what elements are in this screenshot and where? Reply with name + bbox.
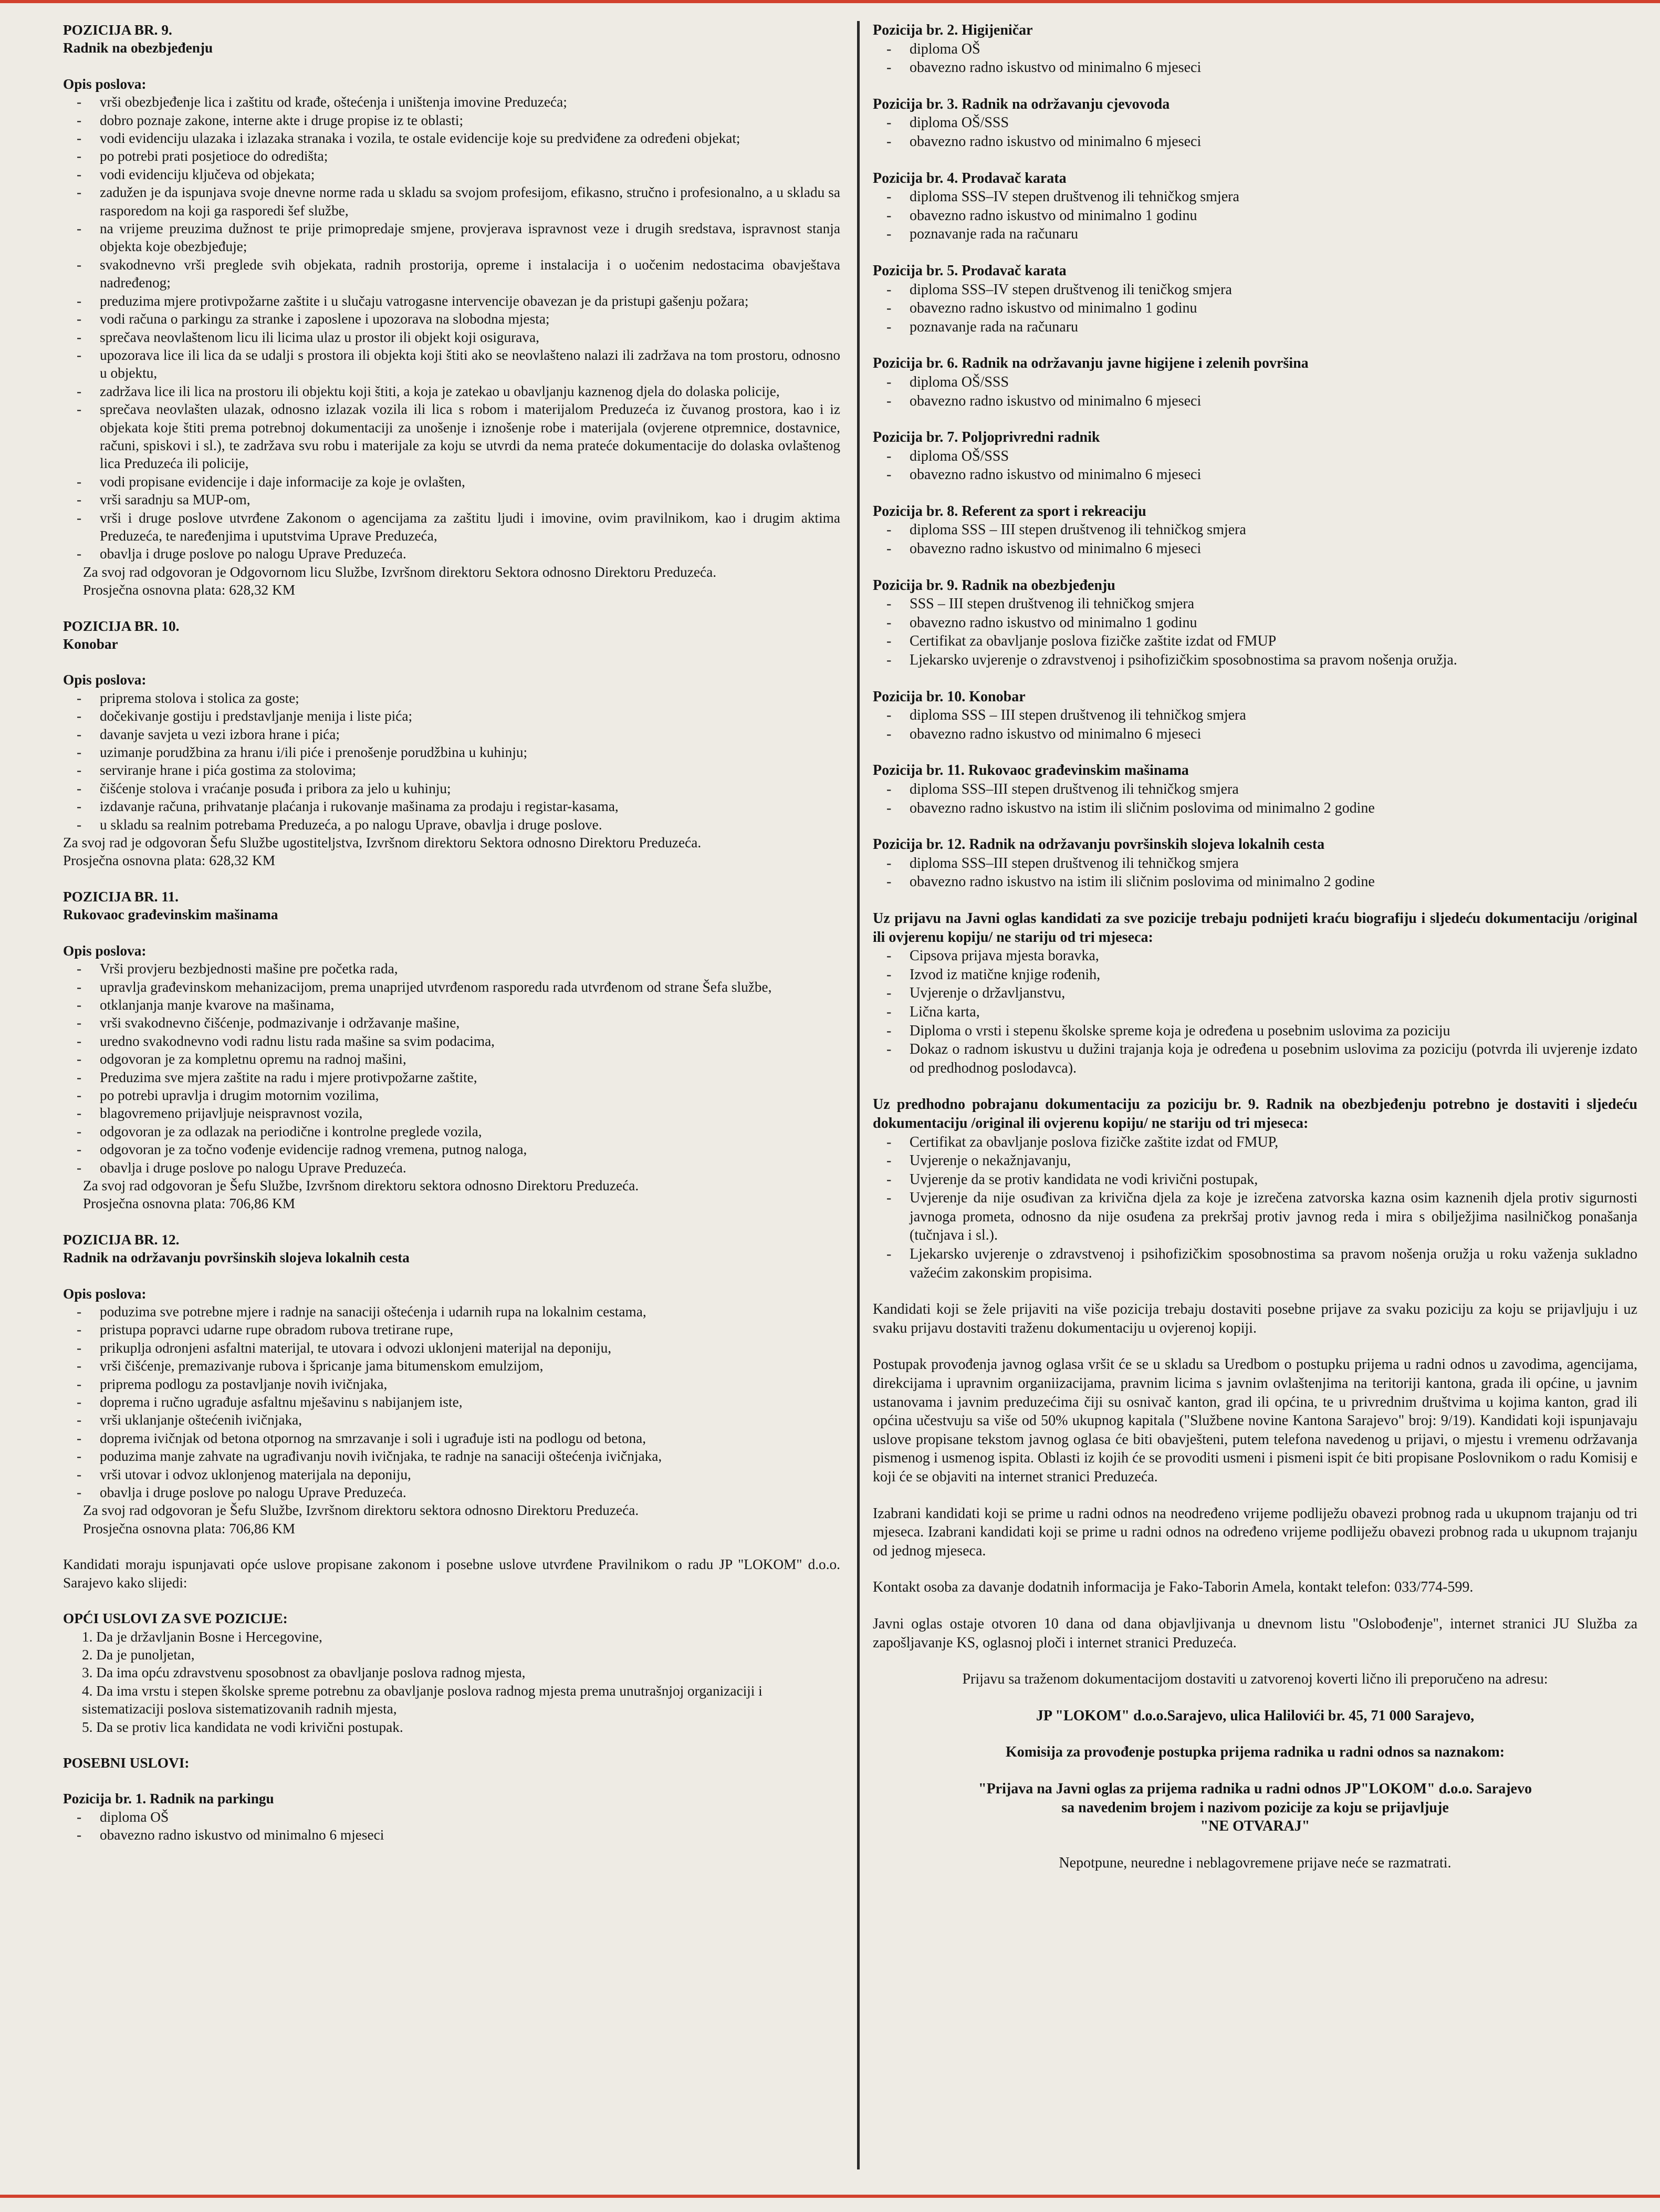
list-item: - Ljekarsko uvjerenje o zdravstvenoj i psihofizičkim sposobnostima sa pravom nošenja oružja u roku važenja sukladno važećim zakonskim propisima.	[873, 1245, 1637, 1282]
list-item: 4. Da ima vrstu i stepen školske spreme potrebnu za obavljanje poslova radnog mjesta prema unutrašnjoj organizaciji i sistematizaciji poslova sistematizovanih radnih mjesta,	[82, 1683, 763, 1717]
responsibility-text: Za svoj rad odgovoran je Šefu Službe, Izvršnom direktoru sektora odnosno Direktoru Preduzeća.	[83, 1502, 639, 1519]
documents-position-9	[873, 1095, 1637, 1282]
list-item: - vodi računa o parkingu za stranke i zaposlene i upozorava na slobodna mjesta;	[63, 310, 840, 328]
list-item: - obavezno radno iskustvo od minimalno 6 mjeseci	[873, 725, 1637, 744]
list-item: - odgovoran je za kompletnu opremu na radnoj mašini,	[63, 1050, 840, 1068]
salary-text: Prosječna osnovna plata: 706,86 KM	[83, 1196, 296, 1212]
documents-heading: Uz predhodno pobrajanu dokumentaciju za poziciju br. 9. Radnik na obezbjeđenju potrebno je dostaviti i sljedeću dokumentaciju /original ili ovjerenu kopiju/ ne stariju od tri mjeseca:	[873, 1096, 1637, 1131]
list-item: - upozorava lice ili lica da se udalji s prostora ili objekta koji štiti ako se neovlašteno nalazi ili zadržava na tom prostoru, odnosno u objektu,	[63, 346, 840, 382]
list-item: - obavezno radno iskustvo od minimalno 6 mjeseci	[873, 539, 1637, 558]
list-item: - Diploma o vrsti i stepenu školske spreme koja je određena u posebnim uslovima za poziciju	[873, 1022, 1637, 1041]
list-item: - Izvod iz matične knjige rođenih,	[873, 965, 1637, 984]
list-item: - Lična karta,	[873, 1003, 1637, 1022]
position-5-requirements	[873, 262, 1637, 336]
position-6-requirements	[873, 354, 1637, 410]
list-item: - diploma OŠ/SSS	[873, 113, 1637, 132]
list-item: - SSS – III stepen društvenog ili tehničkog smjera	[873, 595, 1637, 614]
list-item: - odgovoran je za točno vođenje evidencije radnog vremena, putnog naloga,	[63, 1140, 840, 1158]
position-12-section	[63, 1231, 840, 1538]
commission-text: Komisija za provođenje postupka prijema radnika u radni odnos sa naznakom:	[1005, 1744, 1505, 1761]
list-item: - priprema stolova i stolica za goste;	[63, 689, 840, 707]
list-item: - diploma SSS–III stepen društvenog ili tehničkog smjera	[873, 780, 1637, 799]
list-item: - vrši i druge poslove utvrđene Zakonom o agencijama za zaštitu ljudi i imovine, ovim pravilnikom, kao i drugim aktima Preduzeća, te naređenjima i uputstvima Uprave Preduzeća,	[63, 509, 840, 545]
list-item: - diploma OŠ	[873, 40, 1637, 59]
contact-paragraph: Kontakt osoba za davanje dodatnih informacija je Fako-Taborin Amela, kontakt telefon: 033/774-599.	[873, 1579, 1474, 1596]
list-item: - vodi evidenciju ulazaka i izlazaka stranaka i vozila, te ostale evidencije koje su predviđene za određeni objekat;	[63, 129, 840, 147]
requirements-list	[63, 1808, 840, 1844]
documents-heading: Uz prijavu na Javni oglas kandidati za sve pozicije trebaju podnijeti kraću biografiju i sljedeću dokumentaciju /original ili ovjerenu kopiju/ ne stariju od tri mjeseca:	[873, 910, 1637, 946]
position-title: Radnik na obezbjeđenju	[63, 40, 213, 56]
position-heading: POZICIJA BR. 12.	[63, 1231, 180, 1248]
duties-list	[63, 960, 840, 1177]
list-item: - odgovoran je za odlazak na periodične i kontrolne preglede vozila,	[63, 1123, 840, 1140]
documents-list	[873, 1133, 1637, 1283]
list-item: - Certifikat za obavljanje poslova fizičke zaštite izdat od FMUP,	[873, 1133, 1637, 1152]
list-item: - vrši uklanjanje oštećenih ivičnjaka,	[63, 1411, 840, 1429]
list-item: - po potrebi upravlja i drugim motornim vozilima,	[63, 1086, 840, 1104]
footer-note: Nepotpune, neuredne i neblagovremene prijave neće se razmatrati.	[1059, 1854, 1452, 1871]
responsibility-text: Za svoj rad odgovoran je Odgovornom licu Službe, Izvršnom direktoru Sektora odnosno Direktoru Preduzeća.	[83, 564, 717, 580]
list-item: - doprema i ručno ugrađuje asfaltnu mješavinu s nabijanjem iste,	[63, 1393, 840, 1411]
list-item: - Preduzima sve mjera zaštite na radu i mjere protivpožarne zaštite,	[63, 1068, 840, 1086]
documents-list	[873, 947, 1637, 1077]
list-item: - dobro poznaje zakone, interne akte i druge propise iz te oblasti;	[63, 111, 840, 129]
list-item: - Dokaz o radnom iskustvu u dužini trajanja koja je određena u posebnim uslovima za poziciju (potvrda ili uvjerenje izdato od predhodnog poslodavca).	[873, 1040, 1637, 1077]
position-title: Pozicija br. 12. Radnik na održavanju površinskih slojeva lokalnih cesta	[873, 836, 1325, 853]
list-item: - otklanjanja manje kvarove na mašinama,	[63, 996, 840, 1014]
list-item: - Ljekarsko uvjerenje o zdravstvenoj i psihofizičkim sposobnostima sa pravom nošenja oružja.	[873, 651, 1637, 670]
list-item: - poznavanje rada na računaru	[873, 318, 1637, 337]
position-9-requirements	[873, 576, 1637, 670]
list-item: - obavezno radno iskustvo od minimalno 6 mjeseci	[873, 392, 1637, 411]
multiple-applications-paragraph: Kandidati koji se žele prijaviti na više pozicija trebaju dostaviti posebne prijave za svaku poziciju za koju se prijavljuju i uz svaku prijavu dostaviti traženu dokumentaciju u ovjerenoj kopiji.	[873, 1301, 1637, 1336]
address-text: JP "LOKOM" d.o.o.Sarajevo, ulica Halilovići br. 45, 71 000 Sarajevo,	[1036, 1707, 1475, 1724]
list-item: - upravlja građevinskom mehanizacijom, prema unaprijed utvrđenom rasporedu rada utvrđenom od strane Šefa službe,	[63, 978, 840, 996]
list-item: - u skladu sa realnim potrebama Preduzeća, a po nalogu Uprave, obavlja i druge poslove.	[63, 816, 840, 834]
list-item: - zadužen je da ispunjava svoje dnevne norme rada u skladu sa svojom profesijom, efikasno, stručno i profesionalno, a u skladu sa rasporedom na koji ga rasporedi šef službe,	[63, 183, 840, 220]
duties-label: Opis poslova:	[63, 672, 147, 688]
list-item: - sprečava neovlaštenom licu ili licima ulaz u prostor ili objekt koji osigurava,	[63, 328, 840, 346]
position-title: Pozicija br. 6. Radnik na održavanju javne higijene i zelenih površina	[873, 355, 1309, 372]
requirements-list	[873, 188, 1637, 244]
position-7-requirements	[873, 428, 1637, 484]
requirements-list	[873, 521, 1637, 558]
list-item: - prikuplja odronjeni asfaltni materijal, te utovara i odvozi uklonjeni materijal na deponiju,	[63, 1339, 840, 1357]
position-heading: POZICIJA BR. 10.	[63, 618, 180, 634]
position-title: Pozicija br. 1. Radnik na parkingu	[63, 1791, 274, 1807]
envelope-note-line-3: "NE OTVARAJ"	[1200, 1818, 1310, 1835]
position-9-section	[63, 21, 840, 599]
list-item: - doprema ivičnjak od betona otpornog na smrzavanje i soli i ugrađuje isti na podlogu od betona,	[63, 1429, 840, 1447]
top-rule	[0, 0, 1660, 3]
list-item: - diploma SSS–IV stepen društvenog ili teničkog smjera	[873, 281, 1637, 299]
list-item: - obavezno radno iskustvo od minimalno 1 godinu	[873, 299, 1637, 318]
column-divider	[857, 21, 860, 2169]
list-item: - obavezno radno iskustvo od minimalno 6 mjeseci	[873, 58, 1637, 77]
position-4-requirements	[873, 169, 1637, 244]
open-period-paragraph: Javni oglas ostaje otvoren 10 dana od dana objavljivanja u dnevnom listu "Oslobođenje", internet stranici JU Služba za zapošljavanje KS, oglasnoj ploči i internet stranici Preduzeća.	[873, 1615, 1637, 1651]
list-item: - vodi propisane evidencije i daje informacije za koje je ovlašten,	[63, 473, 840, 491]
position-title: Konobar	[63, 636, 118, 652]
position-title: Pozicija br. 8. Referent za sport i rekreaciju	[873, 503, 1146, 520]
probation-paragraph: Izabrani kandidati koji se prime u radni odnos na neodređeno vrijeme podliježu obavezi probnog rada u ukupnom trajanju od tri mjeseca. Izabrani kandidati koji se prime u radni odnos na određeno vrijeme podliježu obavezi probnog rada u ukupnom trajanju od jednog mjeseca.	[873, 1505, 1637, 1559]
position-title: Rukovaoc građevinskim mašinama	[63, 907, 278, 923]
list-item: - vrši čišćenje, premazivanje rubova i špricanje jama bitumenskom emulzijom,	[63, 1357, 840, 1375]
left-column	[63, 21, 840, 2185]
salary-text: Prosječna osnovna plata: 706,86 KM	[83, 1520, 296, 1536]
procedure-paragraph: Postupak provođenja javnog oglasa vršit će se u skladu sa Uredbom o postupku prijema u radni odnos u zavodima, agencijama, direkcijama i upravnim organiizacijama, pravnim licima s javnim ovlaštenjima na teritoriji kantona, grada ili općine, u javnim ustanovama i javnim preduzećima čiji su osnivač kanton, grad ili općina, te u privrednim društvima u kojima kanton, grad ili općina učestvuju sa više od 50% ukupnog kapitala ("Službene novine Kantona Sarajevo" broj: 9/19). Kandidati koji ispunjavaju uslove propisane tekstom javnog oglasa će biti obavješteni, putem telefona navedenog u prijavi, o mjestu i vremenu održavanja pismenog i usmenog ispita. Oblasti iz kojih će se provoditi usmeni i pismeni ispit će biti propisane Poslovnikom o radu Komisij e koji će se objaviti na internet stranici Preduzeća.	[873, 1356, 1637, 1485]
list-item: - poznavanje rada na računaru	[873, 225, 1637, 244]
duties-list	[63, 1303, 840, 1501]
documents-all-positions	[873, 909, 1637, 1077]
duties-label: Opis poslova:	[63, 76, 147, 92]
responsibility-text: Za svoj rad je odgovoran Šefu Službe ugostiteljstva, Izvršnom direktoru Sektora odnosno Direktoru Preduzeća.	[63, 835, 702, 851]
position-12-requirements	[873, 835, 1637, 891]
position-8-requirements	[873, 502, 1637, 558]
list-item: - obavlja i druge poslove po nalogu Uprave Preduzeća.	[63, 1159, 840, 1177]
list-item: - serviranje hrane i pića gostima za stolovima;	[63, 761, 840, 779]
list-item: - Vrši provjeru bezbjednosti mašine pre početka rada,	[63, 960, 840, 978]
list-item: - diploma SSS – III stepen društvenog ili tehničkog smjera	[873, 521, 1637, 539]
position-title: Pozicija br. 5. Prodavač karata	[873, 262, 1067, 279]
list-item: - preduzima mjere protivpožarne zaštite i u slučaju vatrogasne intervencije obavezan je da pristupi gašenju požara;	[63, 292, 840, 310]
position-heading: POZICIJA BR. 9.	[63, 22, 172, 38]
list-item: - diploma OŠ	[63, 1808, 840, 1826]
list-item: - diploma OŠ/SSS	[873, 373, 1637, 392]
requirements-list	[873, 854, 1637, 891]
position-title: Pozicija br. 2. Higijeničar	[873, 22, 1033, 38]
requirements-list	[873, 780, 1637, 817]
list-item: - obavezno radno iskustvo od minimalno 1 godinu	[873, 614, 1637, 632]
list-item: - izdavanje računa, prihvatanje plaćanja i rukovanje mašinama za prodaju i registar-kasama,	[63, 797, 840, 815]
position-title: Pozicija br. 3. Radnik na održavanju cjevovoda	[873, 96, 1170, 112]
list-item: - vodi evidenciju ključeva od objekata;	[63, 165, 840, 183]
position-title: Pozicija br. 10. Konobar	[873, 688, 1026, 705]
position-10-requirements	[873, 688, 1637, 744]
list-item: - vrši utovar i odvoz uklonjenog materijala na deponiju,	[63, 1466, 840, 1483]
list-item: - obavezno radno iskustvo od minimalno 6 mjeseci	[873, 132, 1637, 151]
list-item: - poduzima manje zahvate na ugrađivanju novih ivičnjaka, te radnje na sanaciji oštećenja ivičnjaka,	[63, 1447, 840, 1465]
position-title: Pozicija br. 4. Prodavač karata	[873, 170, 1067, 186]
list-item: - pristupa popravci udarne rupe obradom rubova tretirane rupe,	[63, 1321, 840, 1338]
position-title: Pozicija br. 11. Rukovaoc građevinskim mašinama	[873, 762, 1189, 779]
list-item: - sprečava neovlašten ulazak, odnosno izlazak vozila ili lica s robom i materijalom Preduzeća iz čuvanog prostora, kao i iz objekata koje štiti prema potrebnoj dokumentaciji za unošenje i iznošenje robe i materijala (ovjerene otpremnice, dostavnice, računi, spiskovi i sl.), te zadržava svu robu i materijale za koju se utvrdi da nema prateće dokumentacije do dolaska ovlaštenog lica Preduzeća ili policije,	[63, 400, 840, 473]
list-item: - obavezno radno iskustvo na istim ili sličnim poslovima od minimalno 2 godine	[873, 873, 1637, 891]
requirements-list	[873, 447, 1637, 484]
requirements-list	[873, 40, 1637, 77]
list-item: - diploma SSS–III stepen društvenog ili tehničkog smjera	[873, 854, 1637, 873]
list-item: - vrši obezbjeđenje lica i zaštitu od krađe, oštećenja i uništenja imovine Preduzeća;	[63, 93, 840, 111]
general-conditions	[63, 1609, 840, 1736]
requirements-list	[873, 595, 1637, 669]
list-item: - priprema podlogu za postavljanje novih ivičnjaka,	[63, 1375, 840, 1393]
list-item: - zadržava lice ili lica na prostoru ili objektu koji štiti, a koja je zatekao u obavljanju kaznenog djela do dolaska policije,	[63, 382, 840, 400]
salary-text: Prosječna osnovna plata: 628,32 KM	[83, 582, 296, 598]
position-11-section	[63, 888, 840, 1213]
list-item: 1. Da je državljanin Bosne i Hercegovine,	[82, 1628, 322, 1645]
list-item: 3. Da ima opću zdravstvenu sposobnost za obavljanje poslova radnog mjesta,	[82, 1665, 526, 1681]
requirements-list	[873, 706, 1637, 743]
list-item: - Cipsova prijava mjesta boravka,	[873, 947, 1637, 965]
position-title: Radnik na održavanju površinskih slojeva lokalnih cesta	[63, 1250, 410, 1266]
position-11-requirements	[873, 761, 1637, 817]
envelope-note-line-1: "Prijava na Javni oglas za prijema radnika u radni odnos JP"LOKOM" d.o.o. Sarajevo	[978, 1780, 1532, 1797]
responsibility-text: Za svoj rad odgovoran je Šefu Službe, Izvršnom direktoru sektora odnosno Direktoru Preduzeća.	[83, 1177, 639, 1193]
list-item: 5. Da se protiv lica kandidata ne vodi krivični postupak.	[82, 1719, 403, 1735]
list-item: - blagovremeno prijavljuje neispravnost vozila,	[63, 1104, 840, 1122]
list-item: - davanje savjeta u vezi izbora hrane i pića;	[63, 725, 840, 743]
list-item: - uzimanje porudžbina za hranu i/ili piće i prenošenje porudžbina u kuhinju;	[63, 743, 840, 761]
list-item: - diploma OŠ/SSS	[873, 447, 1637, 466]
duties-list	[63, 93, 840, 563]
requirements-list	[873, 281, 1637, 337]
requirements-list	[873, 113, 1637, 151]
list-item: - obavlja i druge poslove po nalogu Uprave Preduzeća.	[63, 1483, 840, 1501]
right-column	[873, 21, 1637, 2185]
list-item: - vrši svakodnevno čišćenje, podmazivanje i održavanje mašine,	[63, 1014, 840, 1032]
duties-label: Opis poslova:	[63, 942, 147, 959]
bottom-rule	[0, 2195, 1660, 2198]
list-item: - svakodnevno vrši preglede svih objekata, radnih prostorija, opreme i instalacija i o uočenim nedostacima obavještava nadređenog;	[63, 256, 840, 292]
list-item: 2. Da je punoljetan,	[82, 1646, 195, 1663]
position-3-requirements	[873, 95, 1637, 151]
position-2-requirements	[873, 21, 1637, 77]
list-item: - Uvjerenje da nije osuđivan za krivična djela za koje je izrečena zatvorska kazna osim kaznenih djela protiv sigurnosti javnoga prometa, odnosno da nije osuđena za prekršaj protiv javnog reda i mira s obilježjima nasilničkog ponašanja (tučnjava i sl.).	[873, 1189, 1637, 1245]
list-item: - Certifikat za obavljanje poslova fizičke zaštite izdat od FMUP	[873, 632, 1637, 651]
list-item: - vrši saradnju sa MUP-om,	[63, 491, 840, 508]
list-item: - Uvjerenje da se protiv kandidata ne vodi krivični postupak,	[873, 1170, 1637, 1189]
list-item: - Uvjerenje o nekažnjavanju,	[873, 1151, 1637, 1170]
salary-text: Prosječna osnovna plata: 628,32 KM	[63, 853, 276, 869]
requirements-list	[873, 373, 1637, 410]
duties-label: Opis poslova:	[63, 1285, 147, 1302]
general-conditions-heading: OPĆI USLOVI ZA SVE POZICIJE:	[63, 1611, 288, 1627]
general-conditions-list	[63, 1628, 840, 1736]
list-item: - uredno svakodnevno vodi radnu listu rada mašine sa svim podacima,	[63, 1032, 840, 1050]
position-title: Pozicija br. 9. Radnik na obezbjeđenju	[873, 577, 1115, 594]
list-item: - obavezno radno iskustvo od minimalno 6 mjeseci	[873, 465, 1637, 484]
conditions-intro: Kandidati moraju ispunjavati opće uslove propisane zakonom i posebne uslove utvrđene Pravilnikom o radu JP "LOKOM" d.o.o. Sarajevo kako slijedi:	[63, 1556, 840, 1591]
position-heading: POZICIJA BR. 11.	[63, 888, 179, 905]
list-item: - na vrijeme preuzima dužnost te prije primopredaje smjene, provjerava ispravnost veze i drugih sredstava, ispravnost stanja objekta koje obezbjeđuje;	[63, 220, 840, 256]
list-item: - dočekivanje gostiju i predstavljanje menija i liste pića;	[63, 707, 840, 725]
duties-list	[63, 689, 840, 834]
list-item: - diploma SSS–IV stepen društvenog ili tehničkog smjera	[873, 188, 1637, 206]
list-item: - obavezno radno iskustvo od minimalno 6 mjeseci	[63, 1826, 840, 1844]
list-item: - obavezno radno iskustvo od minimalno 1 godinu	[873, 206, 1637, 225]
position-title: Pozicija br. 7. Poljoprivredni radnik	[873, 429, 1100, 446]
list-item: - po potrebi prati posjetioce do odredišta;	[63, 147, 840, 165]
special-conditions	[63, 1754, 840, 1844]
list-item: - poduzima sve potrebne mjere i radnje na sanaciji oštećenja i udarnih rupa na lokalnim cestama,	[63, 1303, 840, 1321]
list-item: - čišćenje stolova i vraćanje posuđa i pribora za jelo u kuhinju;	[63, 780, 840, 797]
list-item: - Uvjerenje o državljanstvu,	[873, 984, 1637, 1003]
submission-paragraph: Prijavu sa traženom dokumentacijom dostaviti u zatvorenoj koverti lično ili preporučeno na adresu:	[962, 1671, 1548, 1688]
special-conditions-heading: POSEBNI USLOVI:	[63, 1754, 190, 1771]
list-item: - diploma SSS – III stepen društvenog ili tehničkog smjera	[873, 706, 1637, 725]
list-item: - obavlja i druge poslove po nalogu Uprave Preduzeća.	[63, 545, 840, 563]
envelope-note-line-2: sa navedenim brojem i nazivom pozicije za koju se prijavljuje	[1061, 1799, 1449, 1816]
position-10-section	[63, 617, 840, 870]
list-item: - obavezno radno iskustvo na istim ili sličnim poslovima od minimalno 2 godine	[873, 799, 1637, 818]
